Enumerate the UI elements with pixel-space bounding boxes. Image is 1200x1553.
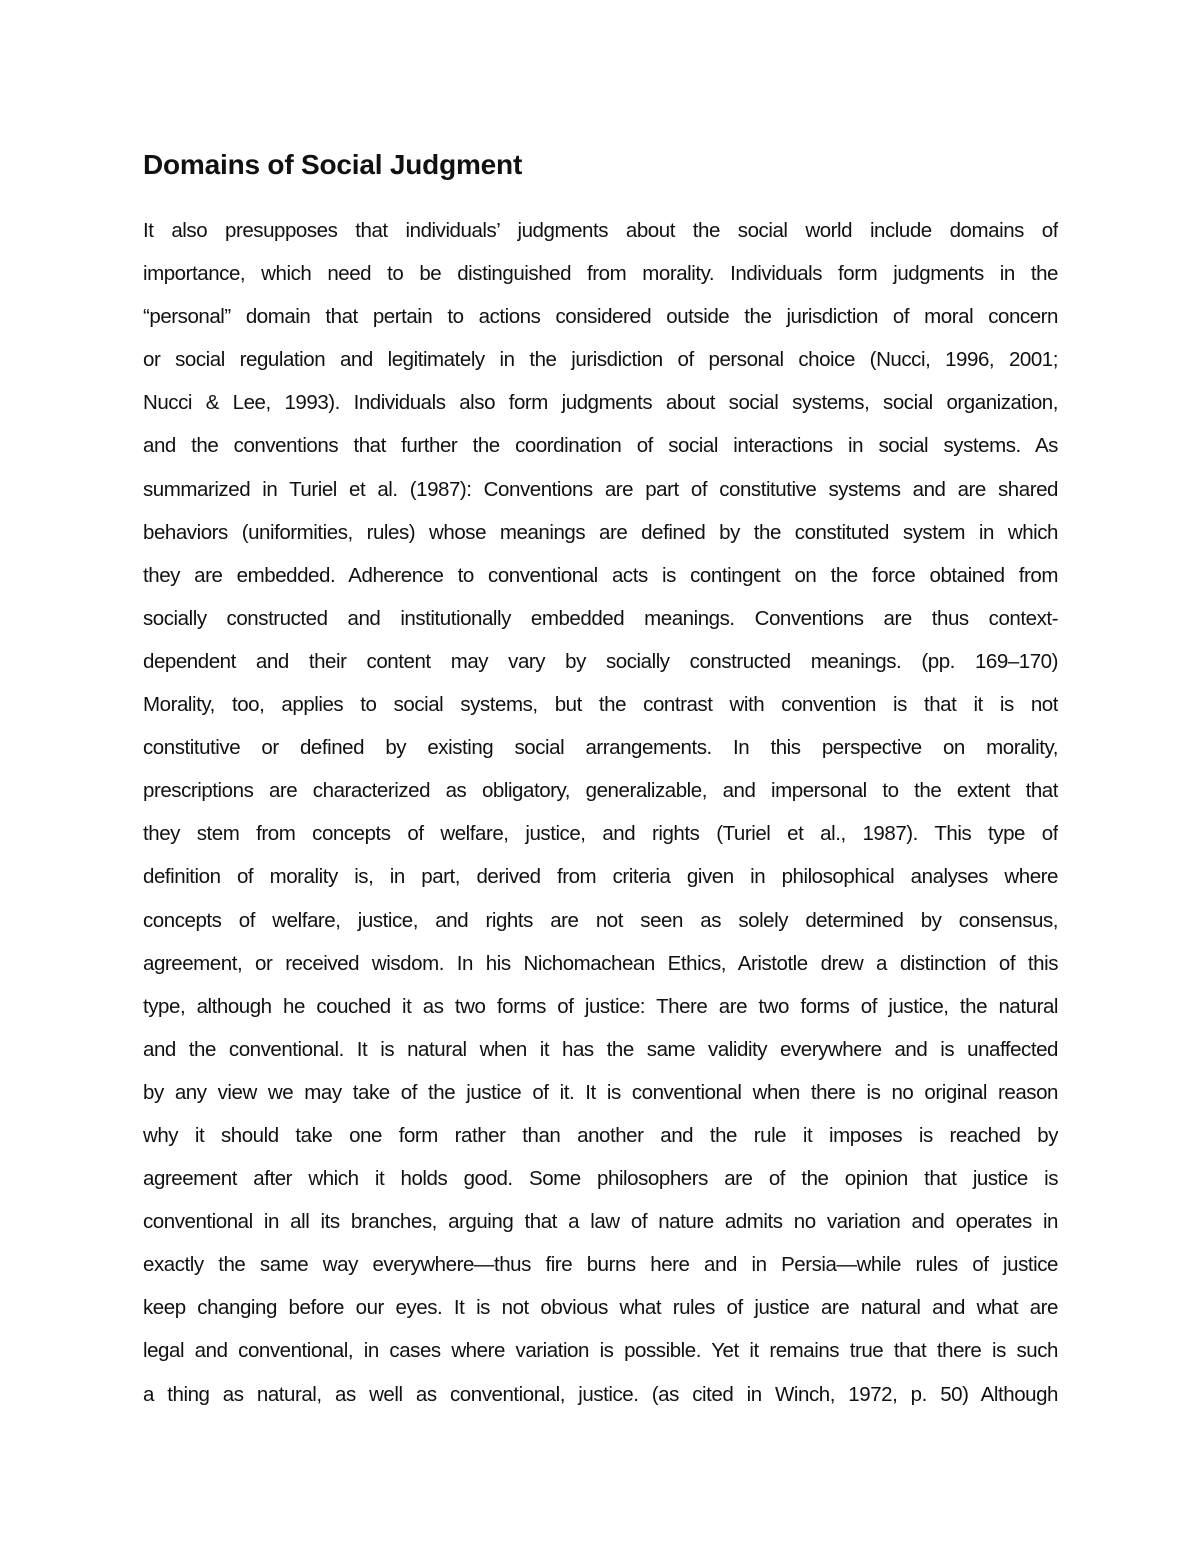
text-line: and the conventions that further the coordination of social interactions in social systems. As bbox=[143, 434, 1058, 458]
page-title: Domains of Social Judgment bbox=[143, 149, 523, 180]
text-line: a thing as natural, as well as conventional, justice. (as cited in Winch, 1972, p. 50) Although bbox=[143, 1382, 1058, 1406]
text-line: legal and conventional, in cases where variation is possible. Yet it remains true that there is such bbox=[143, 1339, 1058, 1363]
text-line: dependent and their content may vary by socially constructed meanings. (pp. 169–170) bbox=[143, 649, 1058, 673]
text-line: definition of morality is, in part, derived from criteria given in philosophical analyses where bbox=[143, 865, 1058, 889]
body-paragraph bbox=[143, 212, 1058, 1419]
text-line: summarized in Turiel et al. (1987): Conventions are part of constitutive systems and are shared bbox=[143, 477, 1058, 501]
text-line: concepts of welfare, justice, and rights are not seen as solely determined by consensus, bbox=[143, 908, 1058, 932]
text-line: they are embedded. Adherence to conventional acts is contingent on the force obtained from bbox=[143, 563, 1058, 587]
text-line: by any view we may take of the justice of it. It is conventional when there is no original reason bbox=[143, 1080, 1058, 1104]
text-line: exactly the same way everywhere—thus fire burns here and in Persia—while rules of justice bbox=[143, 1253, 1058, 1277]
text-line: constitutive or defined by existing social arrangements. In this perspective on morality, bbox=[143, 736, 1058, 760]
text-line: why it should take one form rather than another and the rule it imposes is reached by bbox=[143, 1123, 1058, 1147]
text-line: agreement, or received wisdom. In his Nichomachean Ethics, Aristotle drew a distinction of this bbox=[143, 951, 1058, 975]
text-line: socially constructed and institutionally embedded meanings. Conventions are thus context- bbox=[143, 606, 1058, 630]
text-line: Nucci & Lee, 1993). Individuals also form judgments about social systems, social organization, bbox=[143, 391, 1058, 415]
text-line: importance, which need to be distinguished from morality. Individuals form judgments in the bbox=[143, 262, 1058, 286]
text-line: agreement after which it holds good. Some philosophers are of the opinion that justice is bbox=[143, 1167, 1058, 1191]
text-line: “personal” domain that pertain to actions considered outside the jurisdiction of moral concern bbox=[143, 305, 1058, 329]
text-line: It also presupposes that individuals’ judgments about the social world include domains of bbox=[143, 219, 1058, 242]
text-line: or social regulation and legitimately in the jurisdiction of personal choice (Nucci, 1996, 2001; bbox=[143, 348, 1058, 372]
text-line: type, although he couched it as two forms of justice: There are two forms of justice, the natural bbox=[143, 994, 1058, 1018]
text-line: keep changing before our eyes. It is not obvious what rules of justice are natural and what are bbox=[143, 1296, 1058, 1320]
text-line: they stem from concepts of welfare, justice, and rights (Turiel et al., 1987). This type of bbox=[143, 822, 1058, 846]
text-line: prescriptions are characterized as obligatory, generalizable, and impersonal to the extent that bbox=[143, 779, 1058, 803]
text-line: behaviors (uniformities, rules) whose meanings are defined by the constituted system in which bbox=[143, 520, 1058, 544]
text-line: and the conventional. It is natural when it has the same validity everywhere and is unaffected bbox=[143, 1037, 1058, 1061]
text-line: Morality, too, applies to social systems, but the contrast with convention is that it is not bbox=[143, 693, 1058, 717]
text-line: conventional in all its branches, arguing that a law of nature admits no variation and operates in bbox=[143, 1210, 1058, 1234]
